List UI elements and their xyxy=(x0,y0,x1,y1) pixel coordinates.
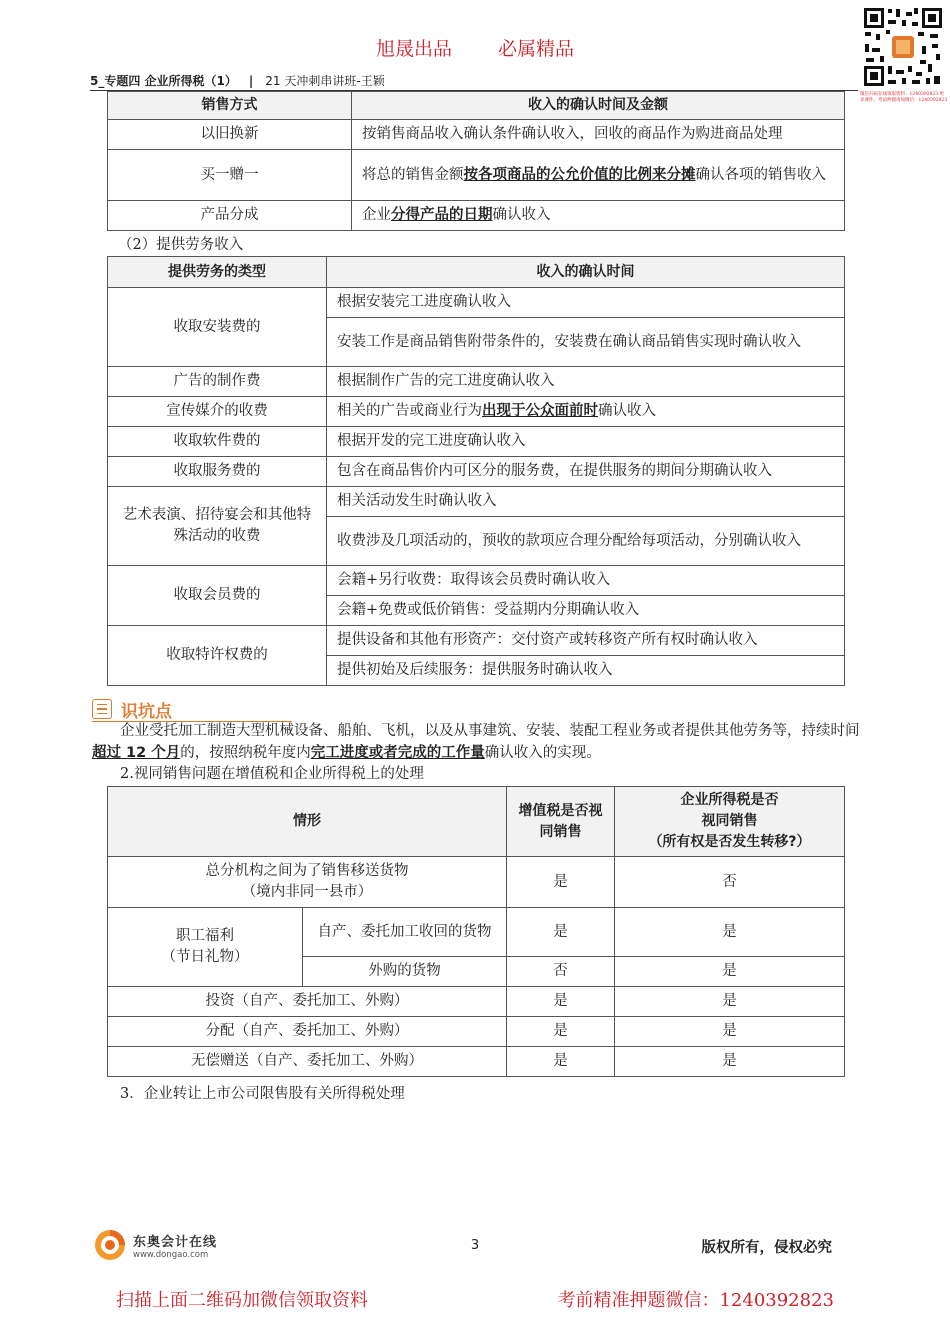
column-header: 收入的确认时间 xyxy=(327,257,845,288)
service-recognition: 会籍+另行收费：取得该会员费时确认收入 xyxy=(327,566,845,596)
table-row xyxy=(108,427,845,457)
course-title: 21 天冲刺串讲班-王颖 xyxy=(265,74,385,88)
banner-right: 必属精品 xyxy=(498,38,575,60)
case-cell: 职工福利 （节日礼物） xyxy=(108,908,303,987)
column-header: 企业所得税是否 视同销售 （所有权是否发生转移?） xyxy=(615,787,845,857)
column-header: 销售方式 xyxy=(108,92,352,120)
table-row xyxy=(108,367,845,397)
cit-value: 是 xyxy=(615,908,845,957)
emphasis: 按各项商品的公允价值的比例来分摊 xyxy=(463,166,696,183)
service-recognition: 相关活动发生时确认收入 xyxy=(327,487,845,517)
logo-name: 东奥会计在线 xyxy=(133,1234,218,1250)
service-type: 收取会员费的 xyxy=(108,566,327,626)
cit-value: 是 xyxy=(615,1017,845,1047)
service-income-table xyxy=(107,256,845,686)
service-type: 收取安装费的 xyxy=(108,288,327,367)
vat-value: 是 xyxy=(507,987,615,1017)
column-header: 收入的确认时间及金额 xyxy=(352,92,845,120)
service-type: 艺术表演、招待宴会和其他特殊活动的收费 xyxy=(108,487,327,566)
chapter-title: 5_专题四 企业所得税（1） xyxy=(90,74,237,88)
column-header: 增值税是否视同销售 xyxy=(507,787,615,857)
emphasis: 超过 12 个月 xyxy=(92,745,181,761)
sub-case-cell: 自产、委托加工收回的货物 xyxy=(303,908,507,957)
pitfall-paragraph: 企业受托加工制造大型机械设备、船舶、飞机，以及从事建筑、安装、装配工程业务或者提供其他劳务等，持续时间超过 12 个月的，按照纳税年度内完工进度或者完成的工作量确认收入的实现。 xyxy=(92,723,860,761)
sub-case-cell: 外购的货物 xyxy=(303,957,507,987)
emphasis: 完工进度或者完成的工作量 xyxy=(310,745,485,761)
qr-note: 微信扫码在线领取资料：1240392823 更多课件、考前押题请加微信：1240392823 xyxy=(860,92,948,103)
case-cell: 无偿赠送（自产、委托加工、外购） xyxy=(108,1047,507,1077)
service-recognition: 根据制作广告的完工进度确认收入 xyxy=(327,367,845,397)
footer-right-promo: 考前精准押题微信：1240392823 xyxy=(557,1290,834,1311)
cit-value: 是 xyxy=(615,987,845,1017)
pitfall-heading xyxy=(92,696,172,722)
table-row xyxy=(108,150,845,201)
table-row xyxy=(108,908,845,957)
table-header-row xyxy=(108,787,845,857)
vat-value: 否 xyxy=(507,957,615,987)
list-icon xyxy=(92,699,112,719)
table-row xyxy=(108,626,845,656)
sales-recognition: 企业分得产品的日期确认收入 xyxy=(352,201,845,231)
service-type: 广告的制作费 xyxy=(108,367,327,397)
sales-recognition: 按销售商品收入确认条件确认收入，回收的商品作为购进商品处理 xyxy=(352,120,845,150)
table-header-row xyxy=(108,92,845,120)
emphasis: 出现于公众面前时 xyxy=(482,403,598,419)
vat-value: 是 xyxy=(507,1047,615,1077)
emphasis: 分得产品的日期 xyxy=(391,207,493,223)
cit-value: 是 xyxy=(615,957,845,987)
service-recognition: 提供初始及后续服务：提供服务时确认收入 xyxy=(327,656,845,686)
banner-left: 旭晟出品 xyxy=(375,38,452,60)
sales-type: 产品分成 xyxy=(108,201,352,231)
deemed-sales-table xyxy=(107,786,845,1077)
case-cell: 分配（自产、委托加工、外购） xyxy=(108,1017,507,1047)
table-row xyxy=(108,987,845,1017)
sales-method-table xyxy=(107,91,845,231)
sales-type: 买一赠一 xyxy=(108,150,352,201)
logo-url: www.dongao.com xyxy=(133,1249,209,1260)
section-title: 2.视同销售问题在增值税和企业所得税上的处理 xyxy=(120,766,424,782)
pitfall-title: 识坑点 xyxy=(121,701,172,722)
table-row xyxy=(108,1047,845,1077)
table-row xyxy=(108,1017,845,1047)
footer-left-promo: 扫描上面二维码加微信领取资料 xyxy=(116,1290,368,1311)
service-recognition: 提供设备和其他有形资产：交付资产或转移资产所有权时确认收入 xyxy=(327,626,845,656)
table-row xyxy=(108,457,845,487)
service-type: 宣传媒介的收费 xyxy=(108,397,327,427)
table-row xyxy=(108,120,845,150)
service-recognition: 包含在商品售价内可区分的服务费，在提供服务的期间分期确认收入 xyxy=(327,457,845,487)
vat-value: 是 xyxy=(507,1017,615,1047)
table-row xyxy=(108,201,845,231)
page-number: 3 xyxy=(470,1238,480,1253)
service-recognition: 会籍+免费或低价销售：受益期内分期确认收入 xyxy=(327,596,845,626)
qr-code-graphic xyxy=(862,6,944,88)
case-cell: 总分机构之间为了销售移送货物 （境内非同一县市） xyxy=(108,857,507,908)
table-row xyxy=(108,397,845,427)
cit-value: 否 xyxy=(615,857,845,908)
sales-recognition: 将总的销售金额按各项商品的公允价值的比例来分摊确认各项的销售收入 xyxy=(352,150,845,201)
running-header xyxy=(90,72,385,89)
service-recognition: 根据开发的完工进度确认收入 xyxy=(327,427,845,457)
service-recognition: 收费涉及几项活动的，预收的款项应合理分配给每项活动，分别确认收入 xyxy=(327,517,845,566)
service-type: 收取服务费的 xyxy=(108,457,327,487)
table-row xyxy=(108,566,845,596)
table-row xyxy=(108,288,845,318)
qr-code xyxy=(862,6,944,88)
copyright-notice: 版权所有，侵权必究 xyxy=(701,1239,832,1256)
vat-value: 是 xyxy=(507,908,615,957)
service-recognition: 相关的广告或商业行为出现于公众面前时确认收入 xyxy=(327,397,845,427)
column-header: 情形 xyxy=(108,787,507,857)
table-header-row xyxy=(108,257,845,288)
vat-value: 是 xyxy=(507,857,615,908)
service-recognition: 安装工作是商品销售附带条件的，安装费在确认商品销售实现时确认收入 xyxy=(327,318,845,367)
cit-value: 是 xyxy=(615,1047,845,1077)
service-type: 收取软件费的 xyxy=(108,427,327,457)
column-header: 提供劳务的类型 xyxy=(108,257,327,288)
header-separator: | xyxy=(248,74,254,88)
service-recognition: 根据安装完工进度确认收入 xyxy=(327,288,845,318)
service-type: 收取特许权费的 xyxy=(108,626,327,686)
table-row xyxy=(108,857,845,908)
top-banner xyxy=(0,34,950,61)
table-row xyxy=(108,487,845,517)
case-cell: 投资（自产、委托加工、外购） xyxy=(108,987,507,1017)
section-title: 3．企业转让上市公司限售股有关所得税处理 xyxy=(120,1086,405,1102)
section-title: （2）提供劳务收入 xyxy=(118,237,244,253)
sales-type: 以旧换新 xyxy=(108,120,352,150)
